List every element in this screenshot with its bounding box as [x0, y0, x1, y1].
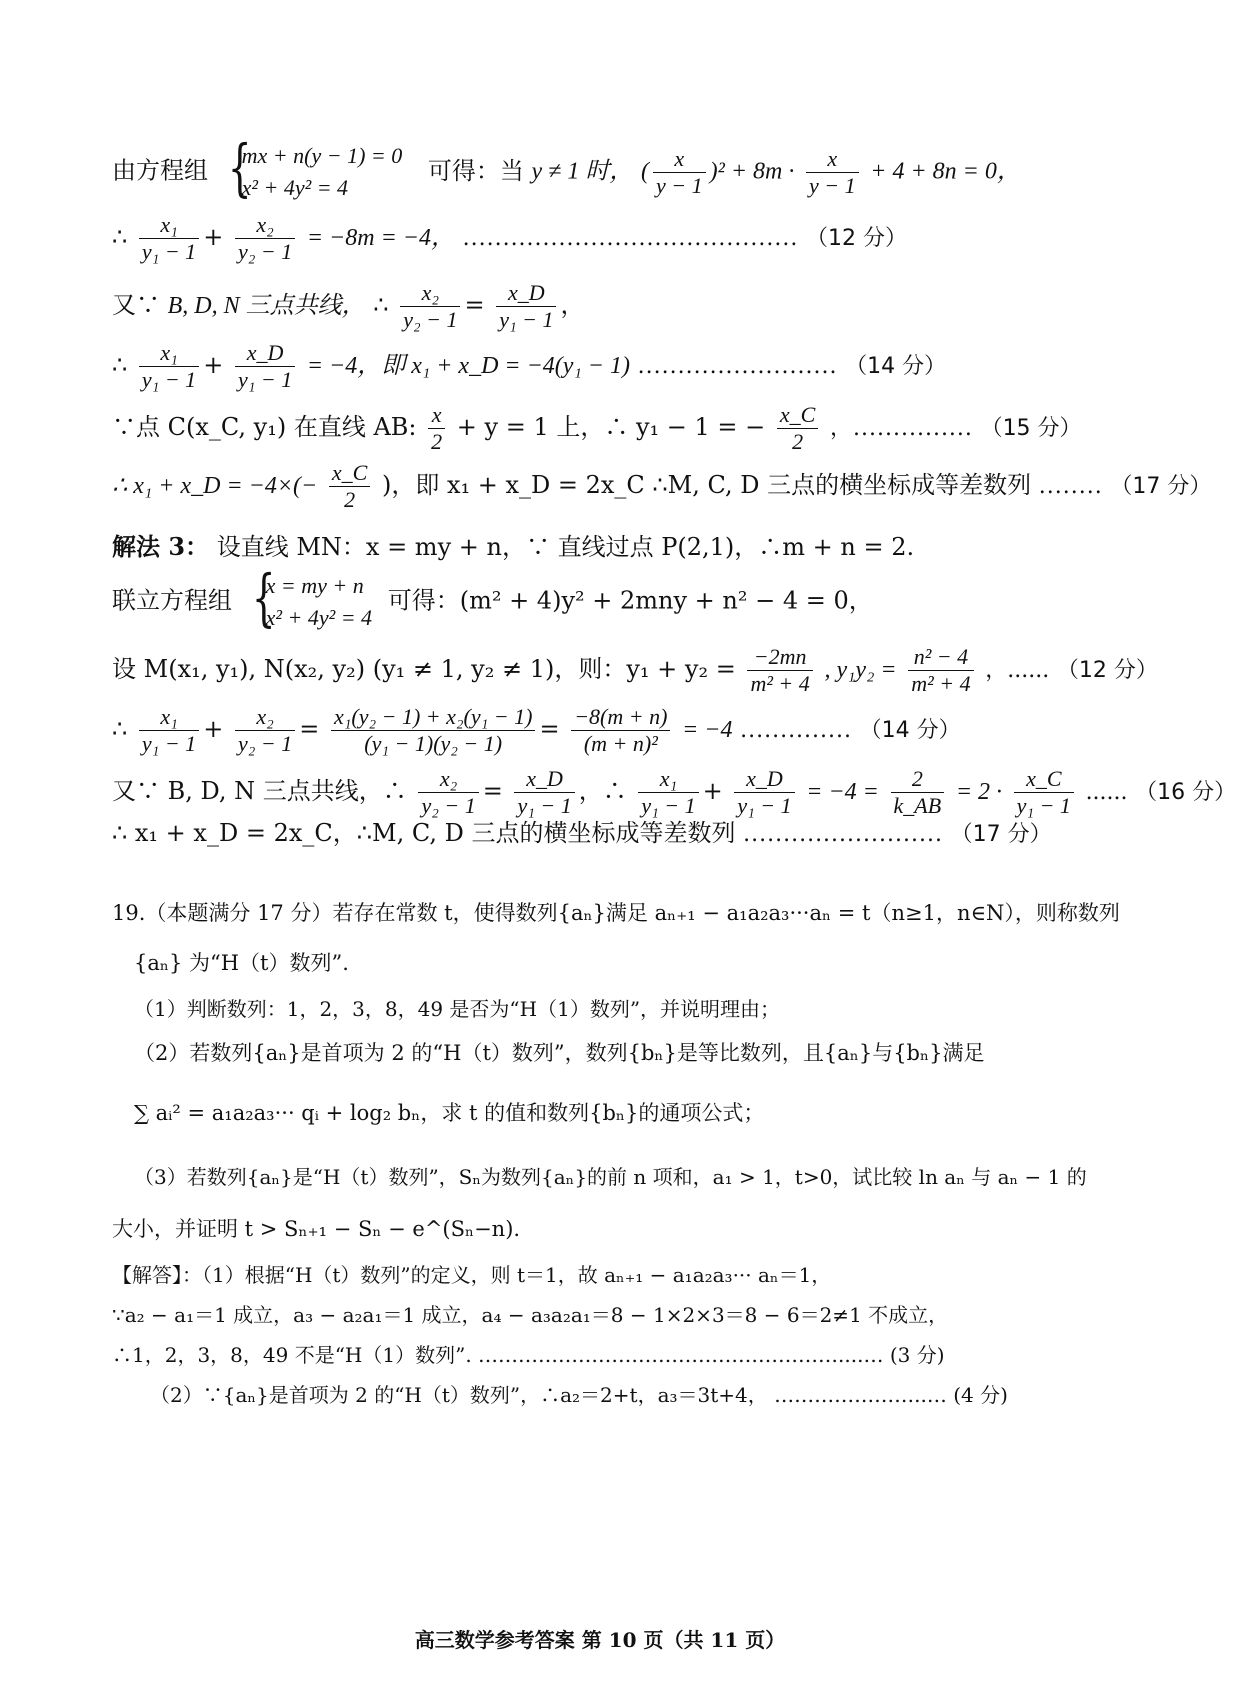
fraction: $\frac{x}{y - 1}$	[653, 146, 706, 199]
fraction: $\frac{\text{x₁}}{\text{y₁ − 1}}$	[638, 766, 698, 819]
system-eq-1: { x = my + n	[265, 573, 364, 598]
leader-dots: ，...............	[830, 416, 973, 441]
text: 设 M(x₁, y₁), N(x₂, y₂) (y₁ ≠ 1, y₂ ≠ 1)，则：y₁ + y₂ =	[112, 655, 736, 683]
solution3-line-3	[112, 644, 1158, 697]
score: （15 分）	[980, 416, 1082, 441]
text: ∴ x₁ + x_D = 2x_C，∴M, C, D 三点的横坐标成等差数列	[112, 819, 736, 847]
question-19-part-1	[134, 992, 1120, 1026]
solution3-line-4: ∴ $\frac{\text{x₁}}{\text{y₁ − 1}}$ + $\frac{\text{x₂}}{\text{y₂ − 1}}$ = $\frac{\text{x₁(y₂ − 1) + x₂(y₁ − 1)}}{\text{(y₁ − 1)(y₂ − 1)}}$ = $\frac{-8(m + n)}{\text{(m + n)²}}$ = −4 .............. （14 分）	[112, 704, 961, 756]
fraction: $\frac{\text{x₁}}{\text{y₁ − 1}}$	[139, 704, 199, 757]
solution-line-2: ∴ $\frac{\text{x₁}}{\text{y₁ − 1}}$ + $\frac{\text{x₂}}{\text{y₂ − 1}}$ = −8m = −4， .......................................... （12 分）	[112, 212, 907, 264]
text: （3）若数列{aₙ}是“H（t）数列”，Sₙ为数列{aₙ}的前 n 项和，a₁ > 1，t>0，试比较 ln aₙ 与 aₙ − 1 的	[134, 1165, 1087, 1189]
question-19-part-3	[134, 1160, 1120, 1194]
text: ∑ aᵢ² = a₁a₂a₃··· qᵢ + log₂ bₙ，求 t 的值和数列{bₙ}的通项公式；	[134, 1101, 765, 1125]
leader-dots: .........................	[637, 354, 838, 379]
score: （14 分）	[845, 354, 947, 379]
text: ∵a₂ − a₁＝1 成立，a₃ − a₂a₁＝1 成立，a₄ − a₃a₂a₁＝8 − 1×2×3＝8 − 6＝2≠1 不成立，	[112, 1303, 949, 1327]
text: （1）判断数列：1，2，3，8，49 是否为“H（1）数列”，并说明理由；	[134, 997, 781, 1021]
text: = −4，即 x₁ + x_D = −4(y₁ − 1)	[306, 353, 630, 379]
solution-line-6	[112, 460, 1212, 513]
fraction: $\frac{2}{k\_AB}$	[891, 766, 945, 819]
solution-line-3: 又∵ B, D, N 三点共线， ∴ $\frac{\text{x₂}}{\text{y₂ − 1}}$ = $\frac{x\_D}{\text{y₁ − 1}}$ ，	[112, 280, 585, 332]
fraction: $\frac{x}{2}$	[428, 402, 445, 455]
solution3-line-2	[112, 570, 1120, 634]
score: （17 分）	[950, 822, 1052, 847]
text: 【解答】：（1）根据“H（t）数列”的定义，则 t＝1，故 aₙ₊₁ − a₁a₂a₃··· aₙ＝1，	[112, 1263, 832, 1287]
equation-system	[224, 140, 403, 204]
question-19-part-2b	[134, 1096, 1120, 1130]
page-footer: 高三数学参考答案 第 10 页（共 11 页）	[414, 1628, 786, 1652]
leader-dots: .........................	[743, 822, 943, 847]
solution-line-1: 由方程组 { mx + n(y − 1) = 0 x² + 4y² = 4 可得：当 y ≠ 1 时， ( $\frac{x}{y - 1}$ )² + 8m · $\frac{x}{y - 1}$ + 4 + 8n = 0，	[112, 140, 1120, 204]
text: + y = 1 上，∴ y₁ − 1 = −	[456, 413, 766, 441]
text: , y₁y₂ =	[824, 657, 897, 683]
question-19-stem	[112, 896, 1120, 930]
fraction: $\frac{x\_D}{\text{y₁ − 1}}$	[235, 340, 295, 393]
text: 由方程组	[112, 156, 208, 185]
text: + 4 + 8n = 0，	[870, 158, 1021, 185]
system-eq-1: { mx + n(y − 1) = 0	[241, 143, 403, 168]
fraction: $\frac{\text{n² − 4}}{\text{m² + 4}}$	[908, 644, 973, 697]
score: (3 分)	[889, 1343, 945, 1367]
text: )，即 x₁ + x_D = 2x_C ∴M, C, D 三点的横坐标成等差数列	[381, 471, 1032, 499]
fraction: $\frac{x\_D}{\text{y₁ − 1}}$	[514, 766, 574, 819]
text: ∴ x₁ + x_D = −4×(−	[112, 473, 318, 499]
text: （2）∵{aₙ}是首项为 2 的“H（t）数列”，∴a₂＝2+t，a₃＝3t+4，	[150, 1383, 768, 1407]
text: = −8m = −4，	[306, 225, 455, 251]
text: 19.（本题满分 17 分）若存在常数 t，使得数列{aₙ}满足 aₙ₊₁ − a₁a₂a₃···aₙ = t（n≥1，n∈N），则称数列	[112, 901, 1120, 925]
equation-system	[248, 570, 372, 634]
score: （16 分）	[1135, 780, 1236, 805]
system-eq-2: x² + 4y² = 4	[241, 175, 349, 200]
answer-line-4	[150, 1378, 1120, 1412]
leader-dots: ..........................................	[462, 226, 799, 251]
fraction: $\frac{\text{x₂}}{\text{y₂ − 1}}$	[400, 280, 460, 333]
score: (4 分)	[953, 1383, 1008, 1407]
leader-dots: ………………………………………………....…	[478, 1343, 884, 1367]
fraction: $\frac{\text{x₁(y₂ − 1) + x₂(y₁ − 1)}}{\text{(y₁ − 1)(y₂ − 1)}}$	[331, 704, 536, 757]
solution3-line-5: 又∵ B, D, N 三点共线，∴ $\frac{\text{x₂}}{\text{y₂ − 1}}$ = $\frac{x\_D}{\text{y₁ − 1}}$ ，∴ $\frac{\text{x₁}}{\text{y₁ − 1}}$ + $\frac{x\_D}{\text{y₁ − 1}}$ = −4 = $\frac{2}{k\_AB}$ = 2 · $\frac{x\_C}{\text{y₁ − 1}}$ ...... （16 分）	[112, 766, 1236, 818]
system-eq-2: x² + 4y² = 4	[265, 605, 373, 630]
solution-line-4: ∴ $\frac{\text{x₁}}{\text{y₁ − 1}}$ + $\frac{x\_D}{\text{y₁ − 1}}$ = −4，即 x₁ + x_D = −4(y₁ − 1) ......................... （14 分）	[112, 340, 947, 392]
leader-dots: ..............	[740, 718, 853, 743]
leader-dots: ......	[1085, 780, 1128, 805]
text: 又∵	[112, 291, 160, 319]
section-title: 解法 3：	[112, 532, 210, 561]
text: 可得：(m² + 4)y² + 2mny + n² − 4 = 0，	[387, 586, 873, 615]
score: （12 分）	[1056, 658, 1158, 683]
question-19-part-3b	[112, 1212, 1120, 1246]
answer-line-3	[112, 1338, 1120, 1372]
text: 设直线 MN：x = my + n，∵ 直线过点 P(2,1)，∴m + n = 2.	[216, 533, 915, 561]
score: （14 分）	[859, 718, 961, 743]
fraction: $\frac{\text{x₂}}{\text{y₂ − 1}}$	[235, 212, 295, 265]
fraction: $\frac{-2mn}{\text{m² + 4}}$	[747, 644, 812, 697]
text: 可得：当	[427, 156, 524, 185]
fraction: $\frac{x\_D}{\text{y₁ − 1}}$	[496, 280, 556, 333]
fraction: $\frac{\text{x₁}}{\text{y₁ − 1}}$	[139, 340, 199, 393]
solution3-line-6	[112, 816, 1120, 852]
score: （17 分）	[1110, 474, 1212, 499]
fraction: $\frac{\text{x₂}}{\text{y₂ − 1}}$	[418, 766, 478, 819]
fraction: $\frac{x\_C}{2}$	[329, 460, 370, 513]
solution-line-5	[112, 402, 1120, 455]
leader-dots: …………………..…	[774, 1383, 947, 1407]
text: （2）若数列{aₙ}是首项为 2 的“H（t）数列”，数列{bₙ}是等比数列，且{aₙ}与{bₙ}满足	[134, 1041, 985, 1065]
fraction: $\frac{\text{x₂}}{\text{y₂ − 1}}$	[235, 704, 295, 757]
answer-line-1	[112, 1258, 1120, 1292]
leader-dots: ，......	[985, 658, 1050, 683]
answer-line-2	[112, 1298, 1120, 1332]
text: ∵点 C(x_C, y₁) 在直线 AB:	[112, 413, 417, 441]
fraction: $\frac{x}{y - 1}$	[806, 146, 859, 199]
fraction: $\frac{\text{x₁}}{\text{y₁ − 1}}$	[139, 212, 199, 265]
text: 联立方程组	[112, 586, 232, 615]
question-19-part-2	[134, 1036, 1120, 1070]
fraction: $\frac{x\_C}{2}$	[777, 402, 818, 455]
fraction: $\frac{x\_C}{\text{y₁ − 1}}$	[1014, 766, 1074, 819]
text: y ≠ 1 时，	[531, 158, 634, 185]
text: B, D, N 三点共线，	[167, 293, 366, 319]
text: ∴1，2，3，8，49 不是“H（1）数列”.	[112, 1343, 472, 1367]
text: {aₙ} 为“H（t）数列”.	[134, 951, 349, 975]
leader-dots: ........	[1038, 474, 1103, 499]
text: 大小，并证明 t > Sₙ₊₁ − Sₙ − e^(Sₙ−n).	[112, 1217, 521, 1241]
fraction: $\frac{-8(m + n)}{\text{(m + n)²}}$	[571, 704, 670, 757]
fraction: $\frac{x\_D}{\text{y₁ − 1}}$	[734, 766, 794, 819]
text: 又∵ B, D, N 三点共线，∴	[112, 777, 407, 805]
question-19-stem-2	[134, 946, 1120, 980]
score: （12 分）	[805, 226, 907, 251]
